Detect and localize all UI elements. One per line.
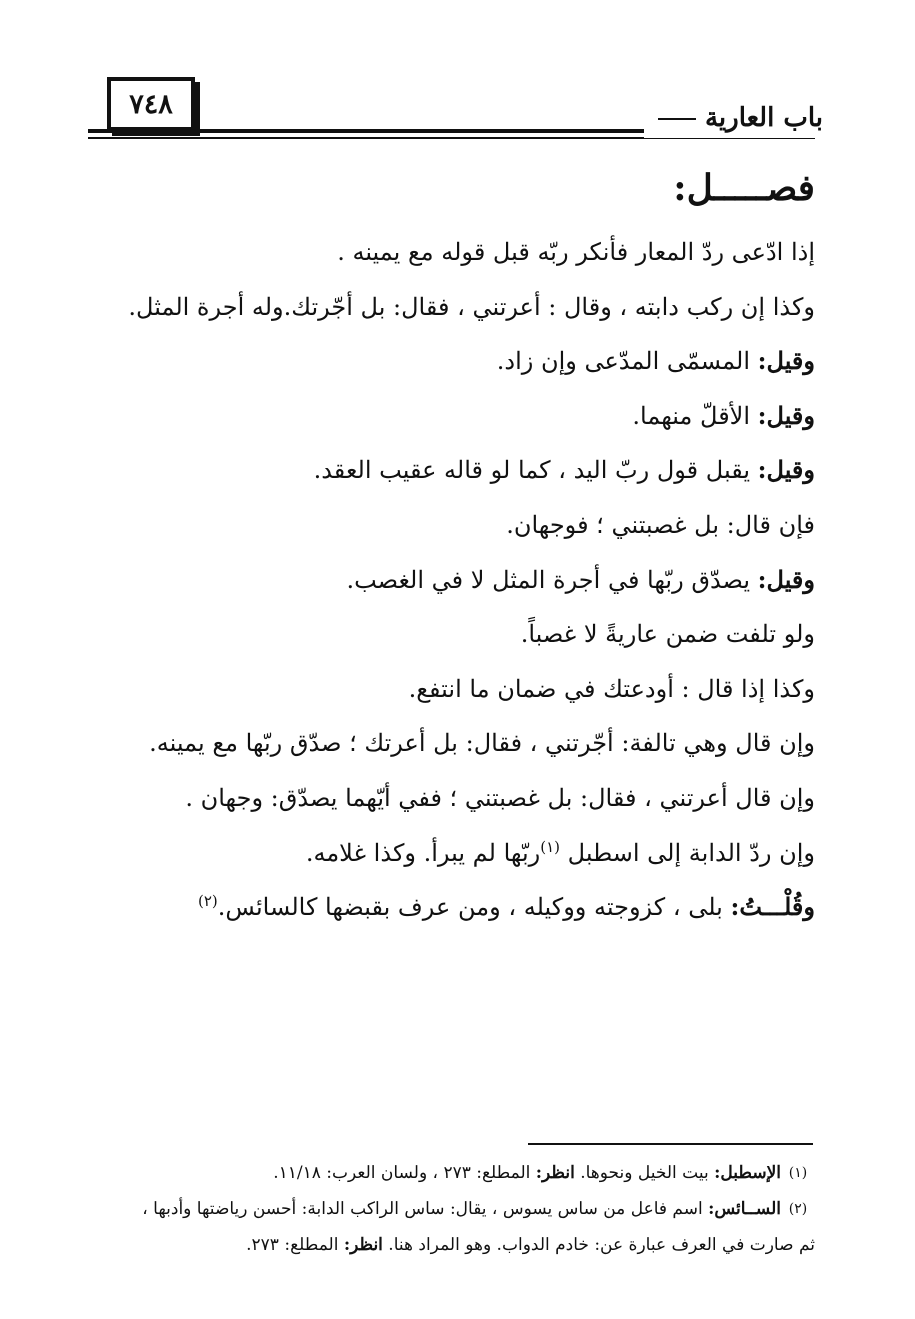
line-lead-word: وقُلْـــتُ: bbox=[730, 892, 815, 922]
text-line: وكذا إذا قال : أودعتك في ضمان ما انتفع. bbox=[408, 674, 815, 703]
footnotes bbox=[75, 1155, 815, 1263]
chapter-title-text: باب العارية bbox=[704, 103, 823, 133]
footnote-1: (١)الإسطبل: بيت الخيل ونحوها. انظر: المطلع: ٢٧٣ ، ولسان العرب: ١١/١٨. bbox=[75, 1155, 815, 1191]
footnote-term: الســائس: bbox=[708, 1199, 781, 1219]
footnote-2: (٢)الســائس: اسم فاعل من ساس يسوس ، يقال: ساس الراكب الدابة: أحسن رياضتها وأدبها ، bbox=[75, 1191, 815, 1227]
text-line: فإن قال: بل غصبتني ؛ فوجهان. bbox=[506, 510, 815, 539]
text-line: وقُلْـــتُ: بلى ، كزوجته ووكيله ، ومن عرف بقبضها كالسائس.$^{(٢)}$ bbox=[197, 892, 815, 922]
text-line: وإن ردّ الدابة إلى اسطبل $^{(١)}$ربّها لم يبرأ. وكذا غلامه. bbox=[305, 837, 815, 867]
text-line: وقيل: يقبل قول ربّ اليد ، كما لو قاله عقيب العقد. bbox=[313, 455, 815, 485]
text-line: وقيل: الأقلّ منهما. bbox=[632, 400, 815, 430]
footnote-ref-2[interactable]: (٢) bbox=[197, 892, 218, 911]
text-line: وقيل: يصدّق ربّها في أجرة المثل لا في الغصب. bbox=[346, 564, 815, 594]
text-line: وإن قال أعرتني ، فقال: بل غصبتني ؛ ففي أيّهما يصدّق: وجهان . bbox=[185, 783, 815, 812]
body-text bbox=[75, 225, 815, 935]
footnote-2-continuation: ثم صارت في العرف عبارة عن: خادم الدواب. وهو المراد هنا. انظر: المطلع: ٢٧٣. bbox=[246, 1235, 815, 1255]
page-number-box bbox=[107, 77, 195, 131]
line-lead-word: وقيل: bbox=[757, 400, 815, 430]
footnote-term: الإسطبل: bbox=[714, 1163, 781, 1183]
text-line: إذا ادّعى ردّ المعار فأنكر ربّه قبل قوله مع يمينه . bbox=[337, 238, 815, 266]
footnote-ref-1[interactable]: (١) bbox=[540, 837, 561, 856]
line-lead-word: وقيل: bbox=[757, 564, 815, 594]
text-line: ولو تلفت ضمن عاريةً لا غصباً. bbox=[520, 620, 815, 649]
section-heading: فصـــــل: bbox=[673, 167, 815, 209]
line-lead-word: وقيل: bbox=[757, 455, 815, 485]
text-line: وإن قال وهي تالفة: أجّرتني ، فقال: بل أعرتك ؛ صدّق ربّها مع يمينه. bbox=[149, 729, 815, 758]
page-number: ٧٤٨ bbox=[129, 88, 173, 120]
text-line: وقيل: المسمّى المدّعى وإن زاد. bbox=[496, 346, 815, 376]
footnote-number: (٢) bbox=[788, 1201, 808, 1217]
footnote-number: (١) bbox=[788, 1165, 808, 1181]
chapter-title-dash bbox=[658, 118, 696, 120]
chapter-title bbox=[644, 98, 823, 138]
footnote-separator bbox=[528, 1143, 813, 1145]
text-line: وكذا إن ركب دابته ، وقال : أعرتني ، فقال: بل أجّرتك.وله أجرة المثل. bbox=[128, 292, 815, 321]
line-lead-word: وقيل: bbox=[757, 346, 815, 376]
